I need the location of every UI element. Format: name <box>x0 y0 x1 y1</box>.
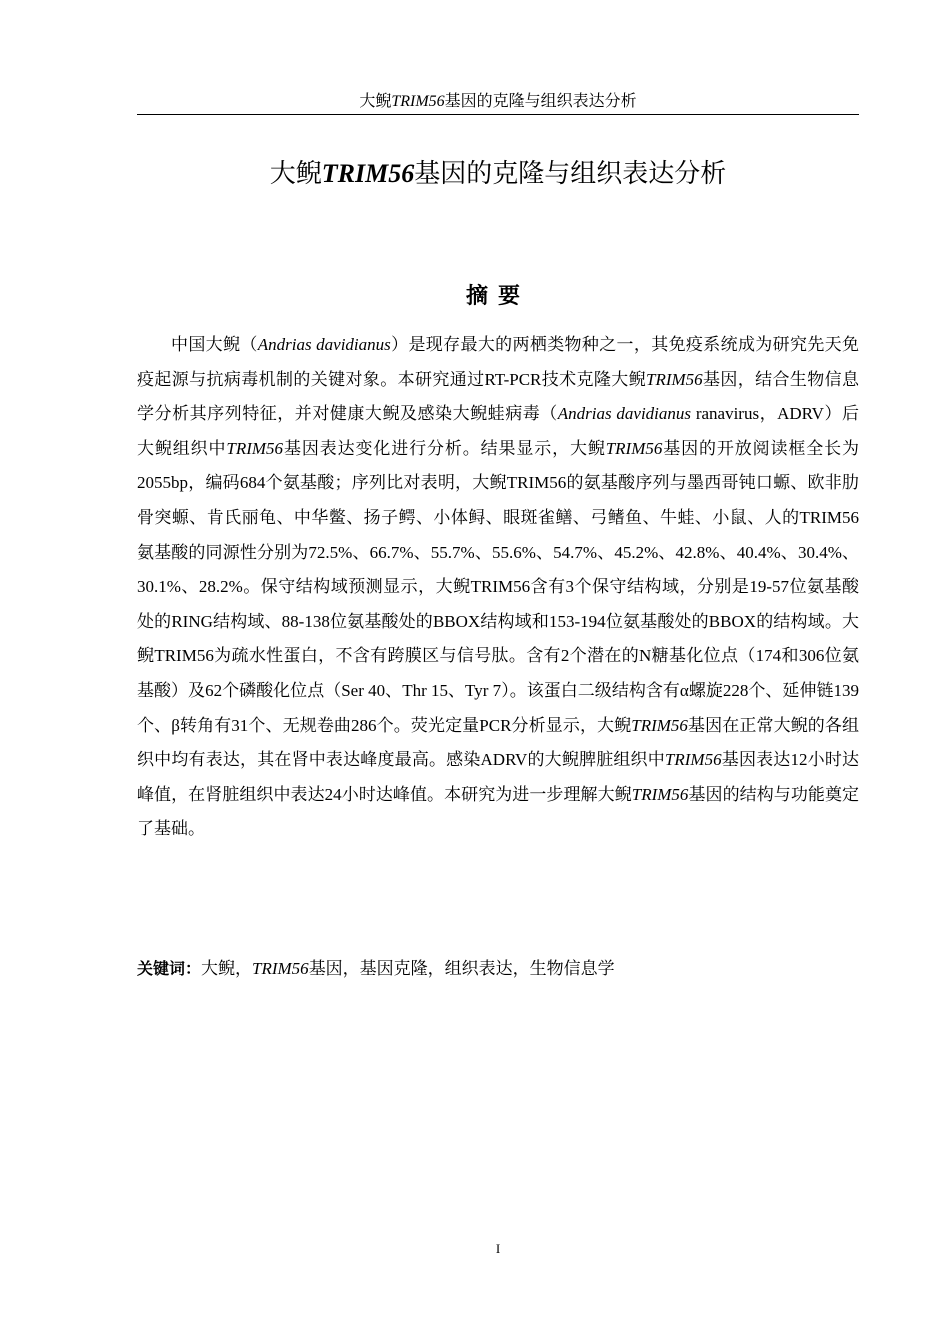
header-text-post: 基因的克隆与组织表达分析 <box>444 93 637 110</box>
abstract-text: ）是现存最大的两栖类物种之一，其免疫系统成为研究先天免疫起源与抗病毒机制的关键对象。本研究通过RT-PCR技术克隆大鲵 <box>137 335 860 389</box>
title-gene-name: TRIM56 <box>321 159 415 188</box>
abstract-body <box>137 328 859 847</box>
title-post: 基因的克隆与组织表达分析 <box>414 159 727 189</box>
header-text-pre: 大鲵 <box>359 93 392 110</box>
abstract-text: 基因的开放阅读框全长为2055bp，编码684个氨基酸；序列比对表明，大鲵TRIM56的氨基酸序列与墨西哥钝口螈、欧非肋骨突螈、肯氏丽龟、中华鳖、扬子鳄、小体鲟、眼斑雀鳝、弓鳍鱼、牛蛙、小鼠、人的TRIM56氨基酸的同源性分别为72.5%、66.7%、55.7%、55.6%、54.7%、45.2%、42.8%、40.4%、30.4%、30.1%、28.2%。保守结构域预测显示，大鲵TRIM56含有3个保守结构域，分别是19-57位氨基酸处的RING结构域、88-138位氨基酸处的BBOX结构域和153-194位氨基酸处的BBOX的结构域。大鲵TRIM56为疏水性蛋白，不含有跨膜区与信号肽。含有2个潜在的N糖基化位点（174和306位氨基酸）及62个磷酸化位点（Ser 40、Thr 15、Tyr 7）。该蛋白二级结构含有α螺旋228个、延伸链139个、β转角有31个、无规卷曲286个。荧光定量PCR分析显示，大鲵 <box>137 438 860 735</box>
keyword-text: 基因，基因克隆，组织表达，生物信息学 <box>308 959 615 978</box>
abstract-paragraph <box>137 328 859 847</box>
gene-name: TRIM56 <box>631 784 689 804</box>
gene-name: TRIM56 <box>226 438 284 458</box>
keyword-gene-name: TRIM56 <box>252 959 309 978</box>
title-pre: 大鲵 <box>269 159 322 189</box>
header-gene-name: TRIM56 <box>391 93 445 110</box>
gene-name: TRIM56 <box>645 369 703 389</box>
species-name: Andrias davidianus <box>257 335 391 354</box>
species-name: Andrias davidianus <box>557 404 692 424</box>
abstract-text: 基因在正常大鲵的各组织中均有表达，其在肾中表达峰度最高。感染ADRV的大鲵脾脏组织中 <box>137 715 860 770</box>
abstract-text: 基因表达变化进行分析。结果显示，大鲵 <box>283 438 606 458</box>
gene-name: TRIM56 <box>664 750 722 770</box>
page-title <box>137 156 859 192</box>
gene-name: TRIM56 <box>631 715 688 735</box>
keywords-label: 关键词： <box>137 959 202 978</box>
abstract-text: 基因表达12小时达峰值，在肾脏组织中表达24小时达峰值。本研究为进一步理解大鲵 <box>137 750 860 804</box>
keyword-text: 大鲵， <box>201 959 253 978</box>
abstract-heading: 摘要 <box>465 284 530 309</box>
keywords <box>137 954 859 984</box>
abstract-text: 基因，结合生物信息学分析其序列特征，并对健康大鲵及感染大鲵蛙病毒（ <box>137 369 860 424</box>
page-number: I <box>495 1241 501 1256</box>
abstract-text: 基因的结构与功能奠定了基础。 <box>137 784 860 839</box>
abstract-text: ranavirus，ADRV）后大鲵组织中 <box>137 404 860 458</box>
abstract-text: 中国大鲵（ <box>171 335 258 354</box>
gene-name: TRIM56 <box>605 438 663 458</box>
running-header <box>137 92 859 115</box>
